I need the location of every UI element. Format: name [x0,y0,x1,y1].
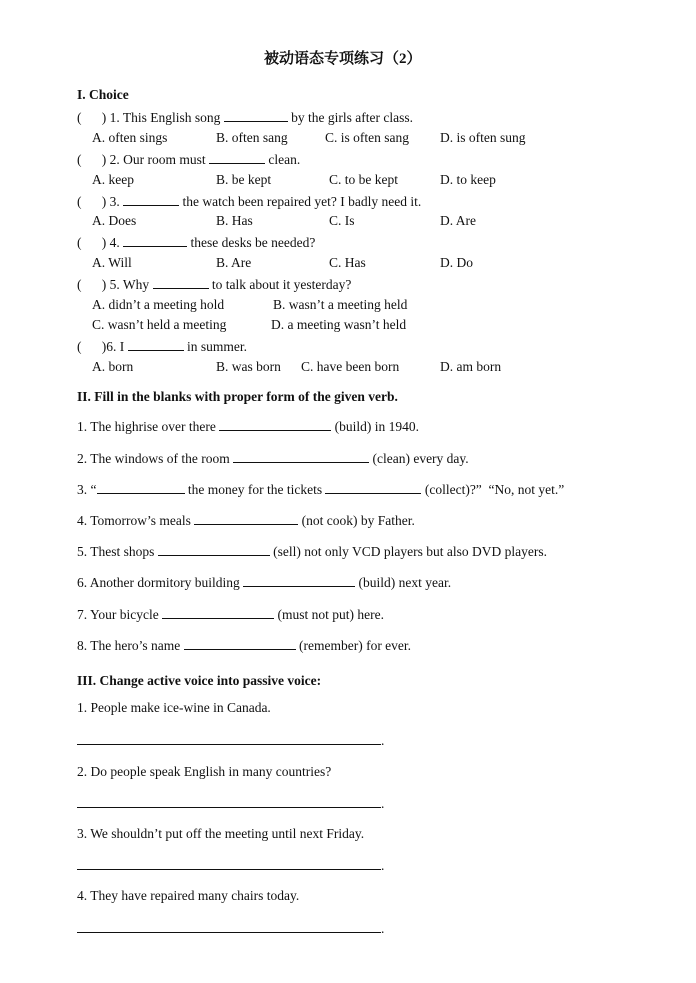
question-text: 3. [109,194,120,209]
blank [224,109,288,122]
choice-question-1 [77,109,413,126]
fill-item-2 [77,450,469,467]
question-text: 2. Our room must [109,152,206,167]
blank [123,234,187,247]
option-c: C. Is [329,213,355,228]
transform-sentence-4: 4. They have repaired many chairs today. [77,888,300,903]
item-text: 5. Thest shops [77,544,155,559]
item-text: the money for the tickets [187,482,323,497]
answer-bracket[interactable]: ( ) [77,277,107,292]
line-end-period: . [381,858,385,873]
question-text: in summer. [187,339,247,354]
question-text: these desks be needed? [190,235,316,250]
option-c: C. Has [329,255,366,270]
option-b: B. Are [216,255,252,270]
question-text: the watch been repaired yet? I badly need it. [182,194,422,209]
fill-blank[interactable] [325,481,421,494]
fill-blank[interactable] [233,450,369,463]
option-a: A. often sings [92,130,168,145]
transform-sentence-2: 2. Do people speak English in many countries? [77,764,332,779]
item-text: (collect)?” “No, not yet.” [424,482,565,497]
fill-item-4 [77,512,415,529]
choice-question-5 [77,276,351,293]
option-d: D. Do [440,255,473,270]
answer-bracket[interactable]: ( ) [77,110,107,125]
item-text: 4. Tomorrow’s meals [77,513,191,528]
fill-blank[interactable] [184,637,296,650]
item-text: (sell) not only VCD players but also DVD players. [273,544,547,559]
fill-blank[interactable] [158,543,270,556]
line-end-period: . [381,796,385,811]
fill-blank[interactable] [243,574,355,587]
line-end-period: . [381,733,385,748]
fill-blank[interactable] [162,606,274,619]
question-text: to talk about it yesterday? [211,277,352,292]
fill-item-3 [77,481,564,498]
option-a: A. Will [92,255,132,270]
question-text: 5. Why [109,277,150,292]
choice-question-6 [77,338,247,355]
item-text: 2. The windows of the room [77,451,230,466]
option-a: A. Does [92,213,137,228]
fill-item-8 [77,637,411,654]
option-c: C. wasn’t held a meeting [92,317,227,332]
item-text: (not cook) by Father. [301,513,415,528]
item-text: (build) in 1940. [334,419,419,434]
choice-question-2 [77,151,300,168]
option-c: C. to be kept [329,172,398,187]
item-text: (clean) every day. [372,451,469,466]
option-a: A. didn’t a meeting hold [92,297,225,312]
question-text: by the girls after class. [291,110,413,125]
answer-line-2[interactable] [77,807,381,808]
question-text: clean. [268,152,301,167]
item-text: (build) next year. [358,575,452,590]
fill-item-7 [77,606,384,623]
answer-bracket[interactable]: ( ) [77,339,107,354]
section-2-heading: II. Fill in the blanks with proper form of the given verb. [77,389,398,404]
question-text: 4. [109,235,120,250]
item-text: 1. The highrise over there [77,419,216,434]
fill-item-1 [77,418,419,435]
item-text: 8. The hero’s name [77,638,181,653]
blank [128,338,184,351]
blank [123,193,179,206]
section-1-heading: I. Choice [77,87,129,102]
option-d: D. Are [440,213,476,228]
fill-item-6 [77,574,451,591]
option-b: B. wasn’t a meeting held [273,297,408,312]
fill-item-5 [77,543,547,560]
option-d: D. is often sung [440,130,526,145]
option-c: C. have been born [301,359,400,374]
answer-line-3[interactable] [77,869,381,870]
fill-blank[interactable] [219,418,331,431]
line-end-period: . [381,921,385,936]
blank [153,276,209,289]
option-b: B. was born [216,359,281,374]
question-text: 1. This English song [109,110,221,125]
answer-line-4[interactable] [77,932,381,933]
option-c: C. is often sang [325,130,409,145]
item-text: 6. Another dormitory building [77,575,240,590]
answer-bracket[interactable]: ( ) [77,194,107,209]
option-a: A. born [92,359,134,374]
answer-line-1[interactable] [77,744,381,745]
section-3-heading: III. Change active voice into passive voice: [77,673,322,688]
option-a: A. keep [92,172,134,187]
option-b: B. often sang [216,130,288,145]
choice-question-3 [77,193,421,210]
option-d: D. to keep [440,172,496,187]
option-d: D. a meeting wasn’t held [271,317,407,332]
fill-blank[interactable] [97,481,185,494]
blank [209,151,265,164]
item-text: 3. “ [77,482,97,497]
answer-bracket[interactable]: ( ) [77,152,107,167]
transform-sentence-1: 1. People make ice-wine in Canada. [77,700,271,715]
question-text: 6. I [106,339,125,354]
option-d: D. am born [440,359,502,374]
worksheet-title: 被动语态专项练习（2） [264,51,422,67]
item-text: 7. Your bicycle [77,607,159,622]
option-b: B. be kept [216,172,272,187]
answer-bracket[interactable]: ( ) [77,235,107,250]
item-text: (remember) for ever. [298,638,412,653]
choice-question-4 [77,234,315,251]
transform-sentence-3: 3. We shouldn’t put off the meeting until next Friday. [77,826,365,841]
option-b: B. Has [216,213,253,228]
fill-blank[interactable] [194,512,298,525]
item-text: (must not put) here. [277,607,384,622]
